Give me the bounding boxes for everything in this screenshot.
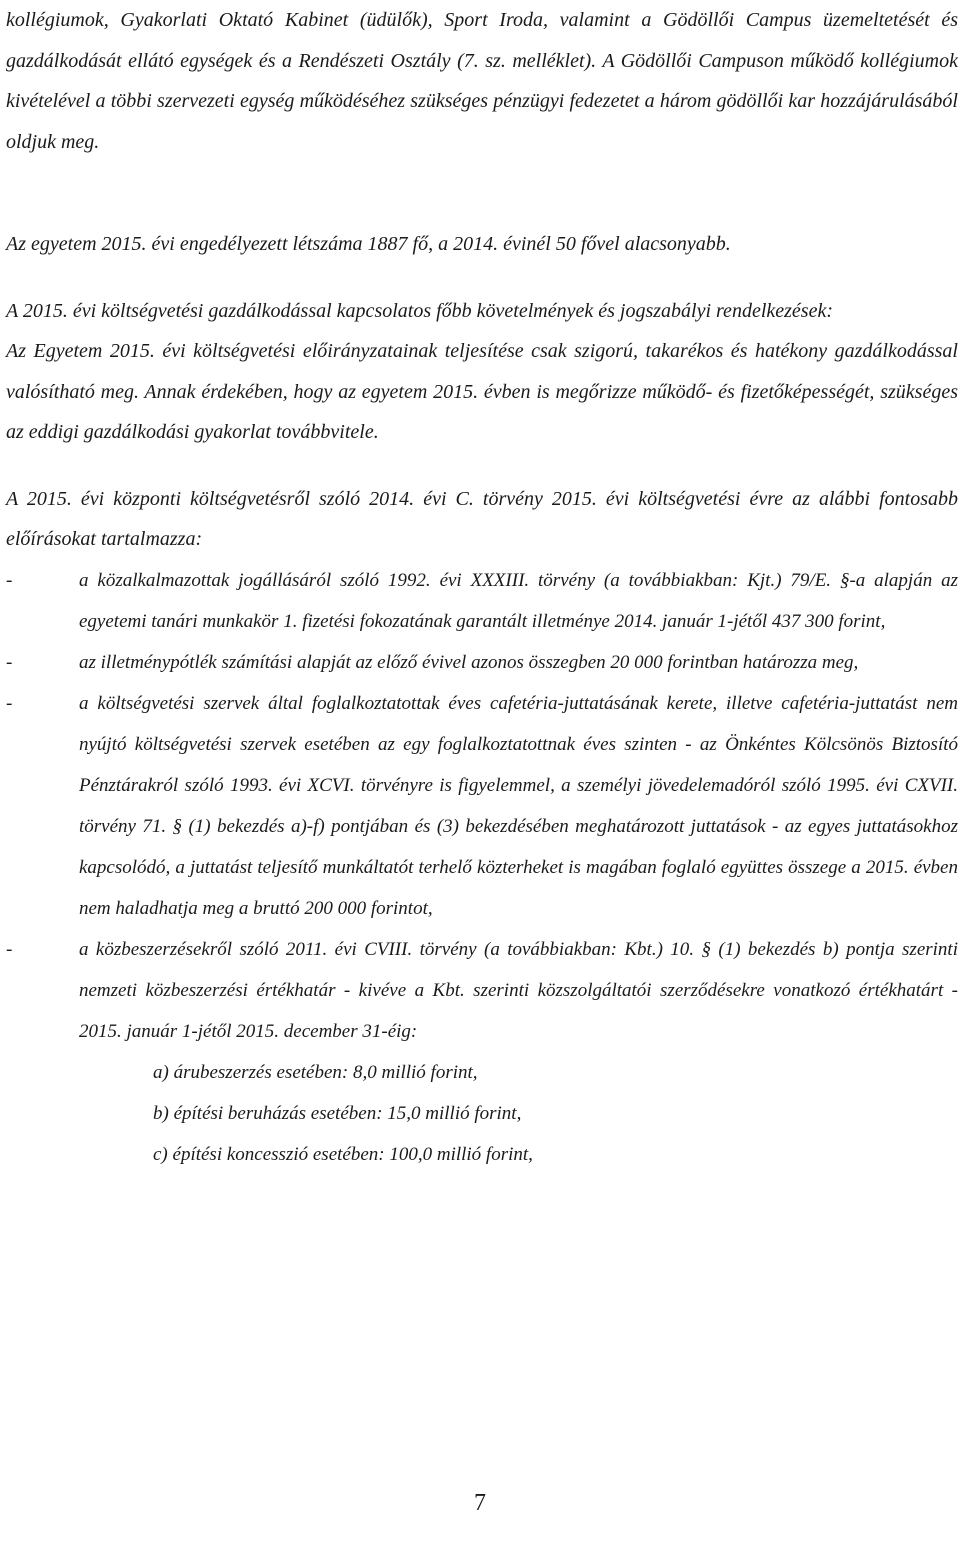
list-item — [6, 683, 958, 929]
regulation-list — [6, 560, 958, 1052]
list-item — [6, 929, 958, 1052]
document-page — [6, 0, 958, 1175]
threshold-list — [6, 1052, 958, 1175]
list-dash: - — [6, 569, 13, 591]
threshold-item: b) építési beruházás esetében: 15,0 millió forint, — [153, 1102, 522, 1124]
list-item-text: a közbeszerzésekről szóló 2011. évi CVIII. törvény (a továbbiakban: Kbt.) 10. § (1) bekezdés b) pontja szerinti nemzeti közbeszerzési értékhatár - kivéve a Kbt. szerinti közszolgáltatói szerződésekre vonatkozó értékhatárt - 2015. január 1-jétől 2015. december 31-éig: — [79, 938, 958, 1042]
list-item-text: a közalkalmazottak jogállásáról szóló 1992. évi XXXIII. törvény (a továbbiakban: Kjt.) 79/E. §-a alapján az egyetemi tanári munkakör 1. fizetési fokozatának garantált illetménye 2014. január 1-jétől 437 300 forint, — [79, 569, 958, 632]
list-item-text: a költségvetési szervek által foglalkoztatottak éves cafetéria-juttatásának kerete, illetve cafetéria-juttatást nem nyújtó költségvetési szervek esetében az egy foglalkoztatottnak éves szinten - az Önkéntes Kölcsönös Biztosító Pénztárakról szóló 1993. évi XCVI. törvényre is figyelemmel, a személyi jövedelemadóról szóló 1995. évi CXVII. törvény 71. § (1) bekezdés a)-f) pontjában és (3) bekezdésében meghatározott juttatások - az egyes juttatásokhoz kapcsolódó, a juttatást teljesítő munkáltatót terhelő közterheket is magában foglaló együttes összege a 2015. évben nem haladhatja meg a bruttó 200 000 forintot, — [79, 692, 958, 919]
requirements-heading: A 2015. évi költségvetési gazdálkodással kapcsolatos főbb követelmények és jogszabályi rendelkezések: — [6, 299, 833, 322]
list-dash: - — [6, 938, 13, 960]
headcount-paragraph: Az egyetem 2015. évi engedélyezett létszáma 1887 fő, a 2014. évinél 50 fővel alacsonyabb. — [6, 233, 731, 255]
page-number: 7 — [474, 1490, 486, 1516]
list-item-text: az illetménypótlék számítási alapját az előző évivel azonos összegben 20 000 forintban határozza meg, — [79, 651, 859, 673]
requirements-paragraph: Az Egyetem 2015. évi költségvetési előirányzatainak teljesítése csak szigorú, takarékos és hatékony gazdálkodással valósítható meg. Annak érdekében, hogy az egyetem 2015. évben is megőrizze működő- és fizetőképességét, szükséges az eddigi gazdálkodási gyakorlat továbbvitele. — [6, 340, 958, 443]
threshold-item: c) építési koncesszió esetében: 100,0 millió forint, — [153, 1143, 533, 1165]
list-dash: - — [6, 651, 13, 673]
budget-law-intro: A 2015. évi központi költségvetésről szóló 2014. évi C. törvény 2015. évi költségvetési évre az alábbi fontosabb előírásokat tartalmazza: — [6, 487, 958, 550]
threshold-item: a) árubeszerzés esetében: 8,0 millió forint, — [153, 1061, 478, 1083]
list-item — [6, 560, 958, 642]
intro-paragraph: kollégiumok, Gyakorlati Oktató Kabinet (üdülők), Sport Iroda, valamint a Gödöllői Campus üzemeltetését és gazdálkodását ellátó egységek és a Rendészeti Osztály (7. sz. melléklet). A Gödöllői Campuson működő kollégiumok kivételével a többi szervezeti egység működéséhez szükséges pénzügyi fedezetet a három gödöllői kar hozzájárulásából oldjuk meg. — [6, 9, 958, 153]
list-dash: - — [6, 692, 13, 714]
list-item — [6, 642, 958, 683]
